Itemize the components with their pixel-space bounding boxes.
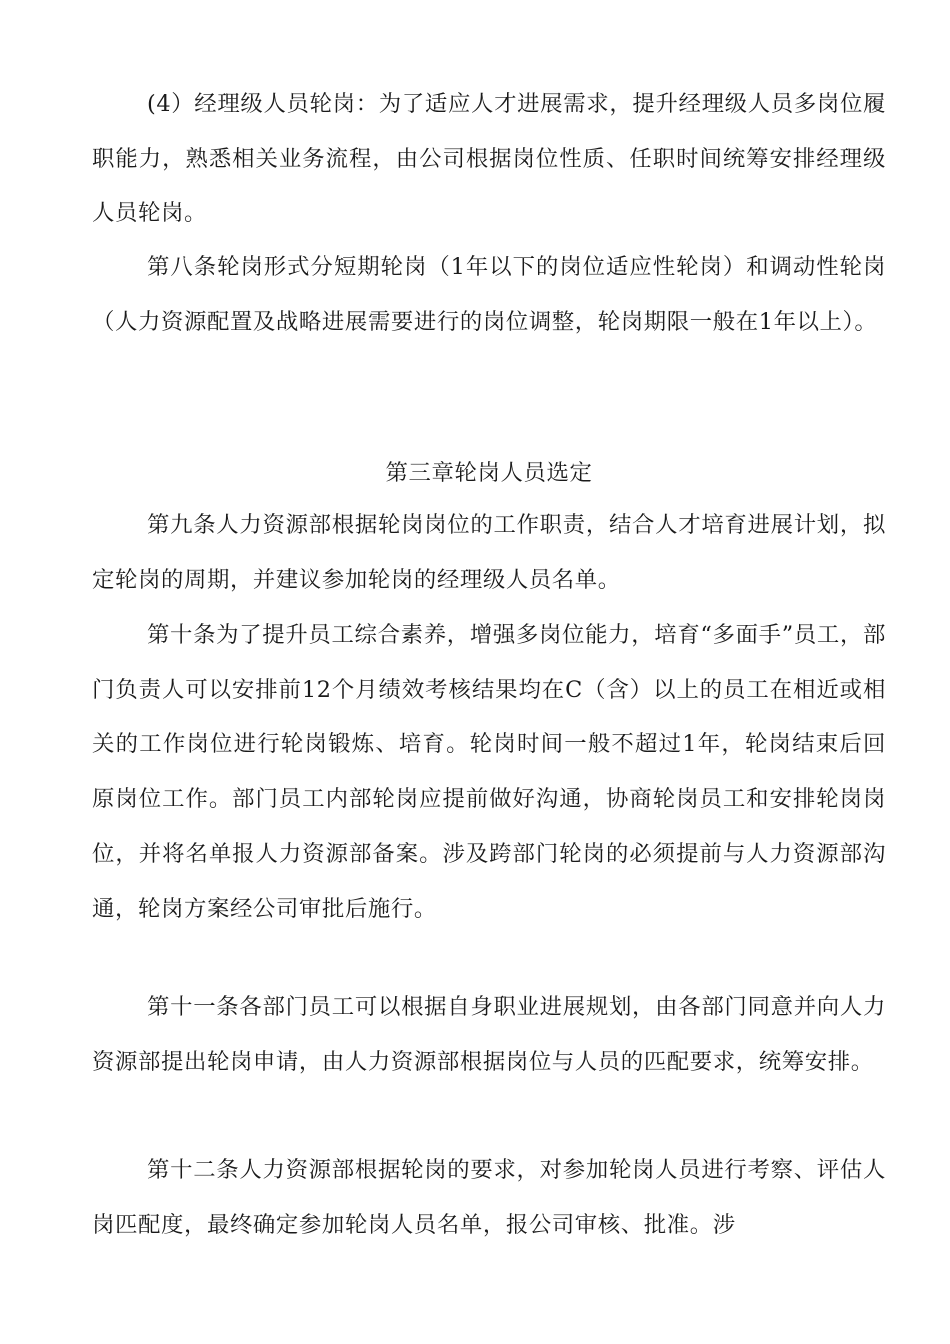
chapter-heading: 第三章轮岗人员选定	[385, 460, 593, 486]
paragraph-article-10: 第十条为了提升员工综合素养，增强多岗位能力，培育“多面手”员工，部门负责人可以安排前12个月绩效考核结果均在C（含）以上的员工在相近或相关的工作岗位进行轮岗锻炼、培育。轮岗时间一般不超过1年，轮岗结束后回原岗位工作。部门员工内部轮岗应提前做好沟通，协商轮岗员工和安排轮岗岗位，并将名单报人力资源部备案。涉及跨部门轮岗的必须提前与人力资源部沟通，轮岗方案经公司审批后施行。	[92, 622, 886, 922]
paragraph-article-8: 第八条轮岗形式分短期轮岗（1年以下的岗位适应性轮岗）和调动性轮岗（人力资源配置及战略进展需要进行的岗位调整，轮岗期限一般在1年以上）。	[92, 254, 886, 335]
paragraph-manager-rotation: (4）经理级人员轮岗：为了适应人才进展需求，提升经理级人员多岗位履职能力，熟悉相关业务流程，由公司根据岗位性质、任职时间统筹安排经理级人员轮岗。	[92, 91, 886, 227]
paragraph-article-12: 第十二条人力资源部根据轮岗的要求，对参加轮岗人员进行考察、评估人岗匹配度，最终确定参加轮岗人员名单，报公司审核、批准。涉	[92, 1157, 886, 1238]
paragraph-article-9: 第九条人力资源部根据轮岗岗位的工作职责，结合人才培育进展计划，拟定轮岗的周期，并建议参加轮岗的经理级人员名单。	[92, 512, 886, 593]
paragraph-article-11: 第十一条各部门员工可以根据自身职业进展规划，由各部门同意并向人力资源部提出轮岗申请，由人力资源部根据岗位与人员的匹配要求，统筹安排。	[92, 994, 886, 1075]
